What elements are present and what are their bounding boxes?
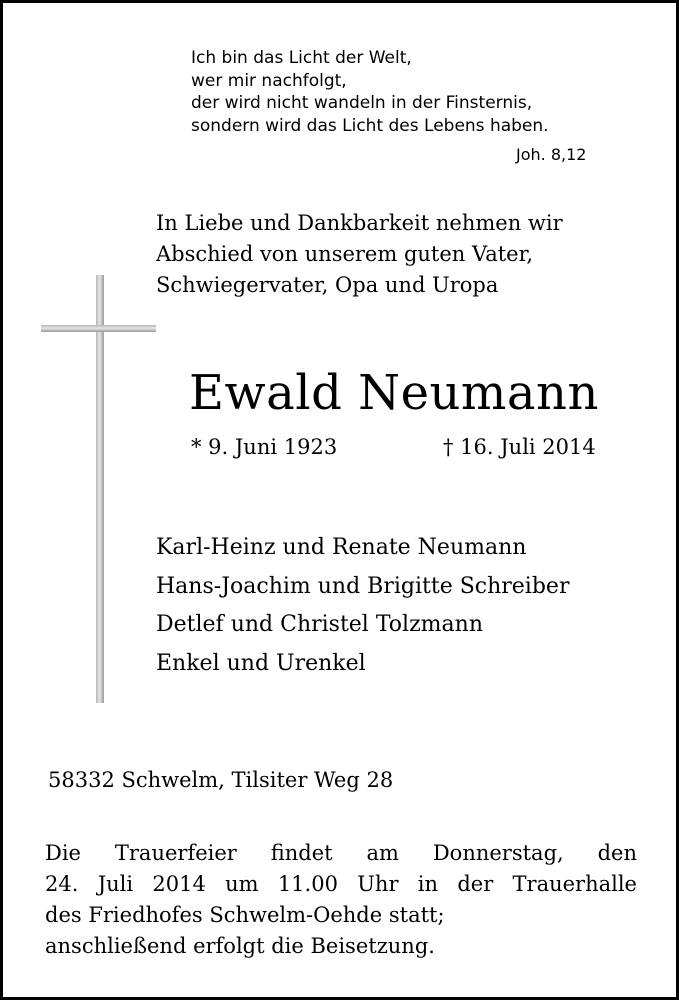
- verse-reference: Joh. 8,12: [516, 145, 587, 164]
- cross-horizontal-beam: [41, 325, 156, 332]
- verse-line: der wird nicht wandeln in der Finsternis,: [191, 93, 533, 113]
- verse-line: sondern wird das Licht des Lebens haben.: [191, 115, 549, 136]
- intro-line: Schwiegervater, Opa und Uropa: [156, 273, 499, 297]
- funeral-details: [45, 838, 637, 962]
- death-date: † 16. Juli 2014: [443, 435, 596, 459]
- mourner-line: Enkel und Urenkel: [156, 650, 366, 676]
- mourner-line: Karl-Heinz und Renate Neumann: [156, 535, 527, 560]
- cross-vertical-beam: [96, 275, 104, 703]
- mourners-list: [156, 529, 569, 683]
- verse-line: Ich bin das Licht der Welt,: [191, 48, 412, 68]
- intro-text: [156, 208, 563, 301]
- intro-line: In Liebe und Dankbarkeit nehmen wir: [156, 211, 563, 235]
- birth-date: * 9. Juni 1923: [191, 435, 338, 459]
- ceremony-line: 24. Juli 2014 um 11.00 Uhr in der Trauerhalle: [45, 872, 637, 896]
- mourner-line: Hans-Joachim und Brigitte Schreiber: [156, 573, 570, 599]
- bible-verse: [191, 47, 549, 137]
- ceremony-line: anschließend erfolgt die Beisetzung.: [45, 934, 435, 958]
- intro-line: Abschied von unserem guten Vater,: [156, 242, 534, 266]
- ceremony-line: des Friedhofes Schwelm-Oehde statt;: [45, 903, 445, 927]
- verse-line: wer mir nachfolgt,: [191, 70, 347, 91]
- deceased-name: Ewald Neumann: [189, 365, 599, 421]
- mourner-line: Detlef und Christel Tolzmann: [156, 612, 483, 637]
- family-address: 58332 Schwelm, Tilsiter Weg 28: [48, 768, 394, 792]
- ceremony-line: Die Trauerfeier findet am Donnerstag, den: [45, 841, 637, 865]
